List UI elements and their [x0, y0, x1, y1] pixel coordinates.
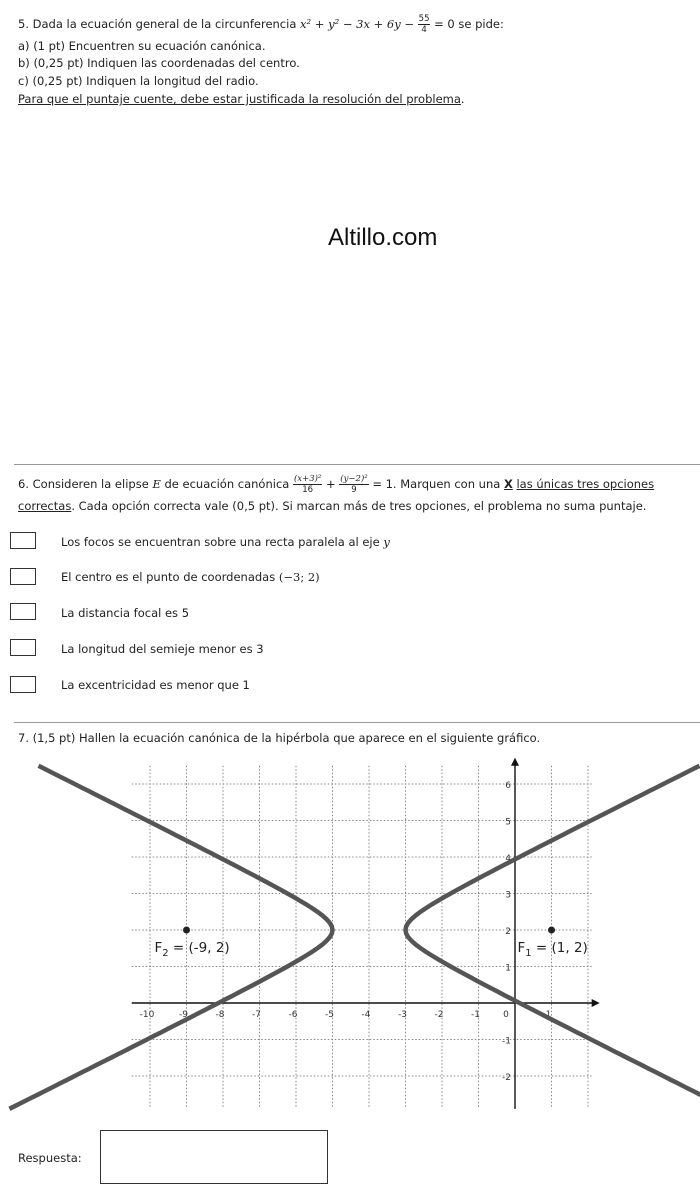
y-tick-label: 1 — [505, 963, 511, 974]
q6-statement-line2: correctas. Cada opción correcta vale (0,5 pt). Si marcan más de tres opciones, el problema no suma puntaje. — [18, 499, 647, 513]
option-label-3: La distancia focal es 5 — [61, 606, 190, 620]
hyperbola-left-branch — [9, 766, 332, 1109]
x-tick-label: -4 — [361, 1010, 371, 1020]
y-tick-label: -1 — [502, 1036, 511, 1047]
answer-label: Respuesta: — [18, 1151, 82, 1165]
q5-equals: = 0 — [434, 17, 455, 31]
ellipse-symbol: E — [152, 477, 161, 491]
y-tick-label: -2 — [502, 1073, 511, 1083]
x-tick-label: -10 — [139, 1010, 155, 1020]
focus-point-2 — [548, 927, 555, 934]
q5-item-c: c) (0,25 pt) Indiquen la longitud del radio. — [18, 74, 259, 88]
q6-fraction-1: $\frac{\text{(x+3)²}}{16}$ — [293, 474, 322, 495]
q5-item-b: b) (0,25 pt) Indiquen las coordenadas del centro. — [18, 56, 300, 70]
x-tick-label: -3 — [398, 1010, 407, 1020]
focus-label: $F_2 = (-9$, 2) — [154, 940, 230, 959]
q7-statement: 7. (1,5 pt) Hallen la ecuación canónica de la hipérbola que aparece en el siguiente gráfico. — [18, 731, 541, 745]
x-tick-label: -9 — [179, 1010, 188, 1020]
x-tick-label: -5 — [325, 1010, 334, 1020]
answer-box[interactable] — [100, 1130, 328, 1184]
y-tick-label: 2 — [505, 927, 511, 937]
q5-intro: 5. Dada la ecuación general de la circunferencia — [18, 17, 297, 31]
focus-label: $F_1 = (1$, 2) — [517, 940, 588, 959]
y-tick-label: 6 — [505, 781, 511, 791]
watermark: Altillo.com — [328, 224, 438, 251]
x-tick-label: -1 — [471, 1010, 480, 1020]
y-axis-arrow — [511, 758, 519, 766]
x-tick-label: -6 — [288, 1010, 298, 1020]
x-tick-label: 0 — [503, 1010, 509, 1020]
y-tick-label: 4 — [505, 854, 511, 864]
x-tick-label: 1 — [545, 1010, 552, 1020]
y-tick-label: 3 — [505, 890, 511, 901]
hyperbola-right-branch — [406, 766, 700, 1109]
q6-statement: 6. Consideren la elipse E de ecuación canónica $\frac{\text{(x+3)²}}{16}$ + $\frac{\text{(y−2)²}}{9}$ = 1. Marquen con una X las únicas tres opciones — [18, 474, 655, 495]
q6-fraction-2: $\frac{\text{(y−2)²}}{9}$ — [340, 474, 368, 495]
x-tick-label: -8 — [215, 1010, 225, 1020]
option-label-2: El centro es el punto de coordenadas (−3; 2) — [61, 570, 320, 584]
x-axis-arrow — [592, 999, 600, 1007]
mark-x: X — [503, 477, 513, 491]
q5-equation: x² + y² − 3x + 6y − — [300, 17, 414, 31]
q5-note: Para que el puntaje cuente, debe estar justificada la resolución del problema. — [18, 92, 465, 106]
focus-point-2 — [183, 927, 190, 934]
x-tick-label: -2 — [434, 1010, 444, 1020]
option-label-5: La excentricidad es menor que 1 — [61, 678, 250, 692]
x-tick-label: -7 — [252, 1010, 261, 1020]
q5-fraction: $\frac{55}{4}$ — [418, 14, 430, 35]
option-label-4: La longitud del semieje menor es 3 — [61, 642, 264, 656]
q5-tail: se pide: — [458, 17, 504, 31]
q5-item-a: a) (1 pt) Encuentren su ecuación canónica. — [18, 39, 266, 53]
y-tick-label: 5 — [505, 817, 511, 828]
option-label-1: Los focos se encuentran sobre una recta paralela al eje y — [61, 535, 390, 549]
